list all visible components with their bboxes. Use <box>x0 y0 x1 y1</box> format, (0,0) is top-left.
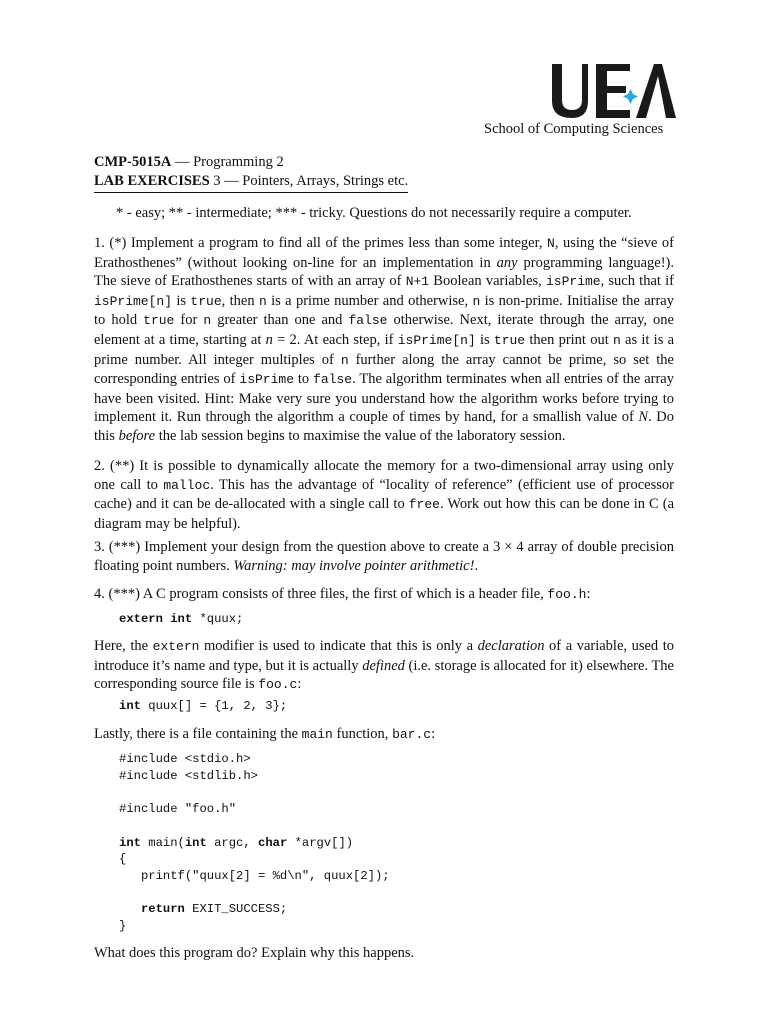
question-2: 2. (**) It is possible to dynamically allocate the memory for a two-dimensional array using only one call to malloc. This has the advantage of “locality of reference” (efficient use of processor cache) and it can be de-allocated with a single call to free. Work out how this can be done in C (a diagram may be helpful). <box>94 458 675 532</box>
course-name: — Programming 2 <box>171 154 284 170</box>
question-4-intro: 4. (***) A C program consists of three files, the first of which is a header file, foo.h: <box>94 586 591 602</box>
difficulty-legend: * - easy; ** - intermediate; *** - tricky. Questions do not necessarily require a computer. <box>116 205 632 221</box>
question-4-extern-explanation: Here, the extern modifier is used to indicate that this is only a declaration of a variable, used to introduce it’s name and type, but it is actually defined (i.e. storage is allocated for it) elsewhere. The corresponding source file is foo.c: <box>94 638 674 693</box>
question-3: 3. (***) Implement your design from the question above to create a 3 × 4 array of double precision floating point numbers. Warning: may involve pointer arithmetic!. <box>94 539 674 574</box>
lab-label: LAB EXERCISES <box>94 173 210 189</box>
course-header <box>94 153 408 193</box>
question-4-final: What does this program do? Explain why this happens. <box>94 945 415 961</box>
school-name: School of Computing Sciences <box>484 121 664 137</box>
course-code: CMP-5015A <box>94 154 172 170</box>
code-foo-c: int quux[] = {1, 2, 3}; <box>119 699 288 713</box>
code-foo-h: extern int *quux; <box>119 612 244 626</box>
code-bar-c: #include <stdio.h> #include <stdlib.h> #include "foo.h" int main(int argc, char *argv[]) { printf("quux[2] = %d\n", quux[2]); return EXIT_SUCCESS; } <box>119 752 390 934</box>
uea-logo <box>550 62 676 120</box>
question-1: 1. (*) Implement a program to find all of the primes less than some integer, N, using the “sieve of Erathosthenes” (without looking on-line for an implementation in any programming language!). The sieve of Erathosthenes starts of with an array of N+1 Boolean variables, isPrime, such that if isPrime[n] is true, then n is a prime number and otherwise, n is non-prime. Initialise the array to hold true for n greater than one and false otherwise. Next, iterate through the array, one element at a time, starting at n = 2. At each step, if isPrime[n] is true then print out n as it is a prime number. All integer multiples of n further along the array cannot be prime, so set the corresponding entries of isPrime to false. The algorithm terminates when all entries of the array have been visited. Hint: Make very sure you understand how the algorithm works before trying to implement it. Run through the algorithm a couple of times by hand, for a smallish value of N. Do this before the lab session begins to maximise the value of the laboratory session. <box>94 235 675 444</box>
lab-title: 3 — Pointers, Arrays, Strings etc. <box>209 173 409 189</box>
question-4-main-intro: Lastly, there is a file containing the main function, bar.c: <box>94 726 436 742</box>
